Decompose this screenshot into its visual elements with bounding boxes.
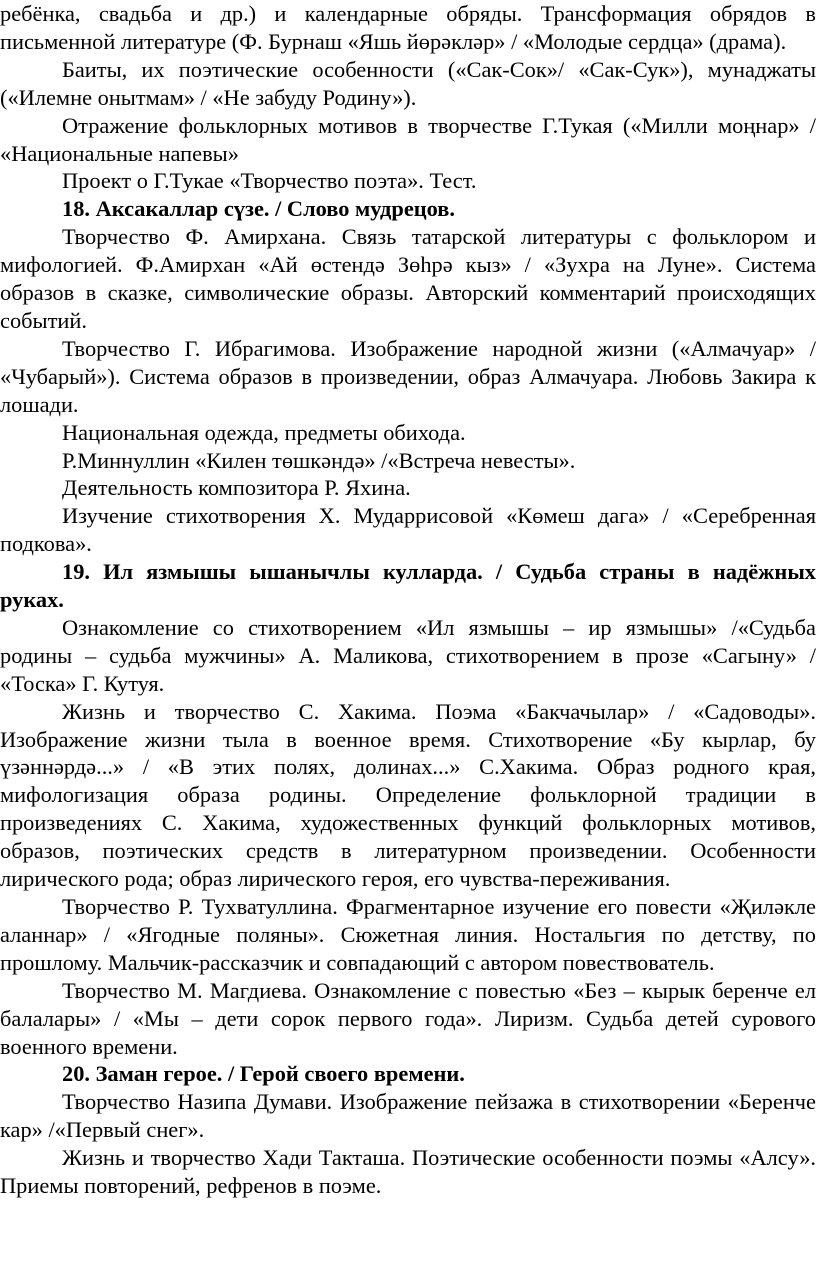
paragraph: Баиты, их поэтические особенности («Сак-Сок»/ «Сак-Сук»), мунаджаты («Илемне онытмам» / «Не забуду Родину»). <box>0 56 816 110</box>
paragraph: Проект о Г.Тукае «Творчество поэта». Тест. <box>62 168 477 194</box>
paragraph: Жизнь и творчество Хади Такташа. Поэтические особенности поэмы «Алсу». Приемы повторений, рефренов в поэме. <box>0 1145 816 1199</box>
paragraph: Творчество Назипа Думави. Изображение пейзажа в стихотворении «Беренче кар» /«Первый снег». <box>0 1089 816 1143</box>
paragraph: Творчество Р. Тухватуллина. Фрагментарное изучение его повести «Җиләкле аланнар» / «Ягодные поляны». Сюжетная линия. Ностальгия по детству, по прошлому. Мальчик-рассказчик и совпадающий с автором повествователь. <box>0 894 816 975</box>
section-heading: 18. Аксакаллар сүзе. / Слово мудрецов. <box>62 196 455 222</box>
paragraph: ребёнка, свадьба и др.) и календарные обряды. Трансформация обрядов в письменной литературе (Ф. Бурнаш «Яшь йөрәкләр» / «Молодые сердца» (драма). <box>0 1 816 54</box>
paragraph: Творчество Г. Ибрагимова. Изображение народной жизни («Алмачуар» / «Чубарый»). Система образов в произведении, образ Алмачуара. Любовь Закира к лошади. <box>0 335 816 417</box>
section-heading: 19. Ил язмышы ышанычлы кулларда. / Судьба страны в надёжных руках. <box>0 559 816 613</box>
paragraph: Творчество Ф. Амирхана. Связь татарской литературы с фольклором и мифологией. Ф.Амирхан «Ай өстендә Зөһрә кыз» / «Зухра на Луне». Система образов в сказке, символические образы. Авторский комментарий происходящих событий. <box>0 224 816 333</box>
paragraph: Ознакомление со стихотворением «Ил язмышы – ир язмышы» /«Судьба родины – судьба мужчины» А. Маликова, стихотворением в прозе «Сагыну» / «Тоска» Г. Кутуя. <box>0 614 816 696</box>
paragraph: Р.Миннуллин «Килен төшкәндә» /«Встреча невесты». <box>62 447 576 473</box>
paragraph: Национальная одежда, предметы обихода. <box>62 419 466 445</box>
paragraph: Творчество М. Магдиева. Ознакомление с повестью «Без – кырык беренче ел балалары» / «Мы – дети сорок первого года». Лиризм. Судьба детей сурового военного времени. <box>0 977 816 1059</box>
paragraph: Изучение стихотворения Х. Мударрисовой «Көмеш дага» / «Серебренная подкова». <box>0 503 816 557</box>
paragraph: Деятельность композитора Р. Яхина. <box>62 475 411 501</box>
paragraph: Отражение фольклорных мотивов в творчестве Г.Тукая («Милли моңнар» / «Национальные напевы» <box>0 112 816 166</box>
paragraph: Жизнь и творчество С. Хакима. Поэма «Бакчачылар» / «Садоводы». Изображение жизни тыла в военное время. Стихотворение «Бу кырлар, бу үзәннәрдә...» / «В этих полях, долинах...» С.Хакима. Образ родного края, мифологизация образа родины. Определение фольклорной традиции в произведениях С. Хакима, художественных функций фольклорных мотивов, образов, поэтических средств в литературном произведении. Особенности лирического рода; образ лирического героя, его чувства-переживания. <box>0 698 816 892</box>
section-heading: 20. Заман герое. / Герой своего времени. <box>62 1061 465 1087</box>
